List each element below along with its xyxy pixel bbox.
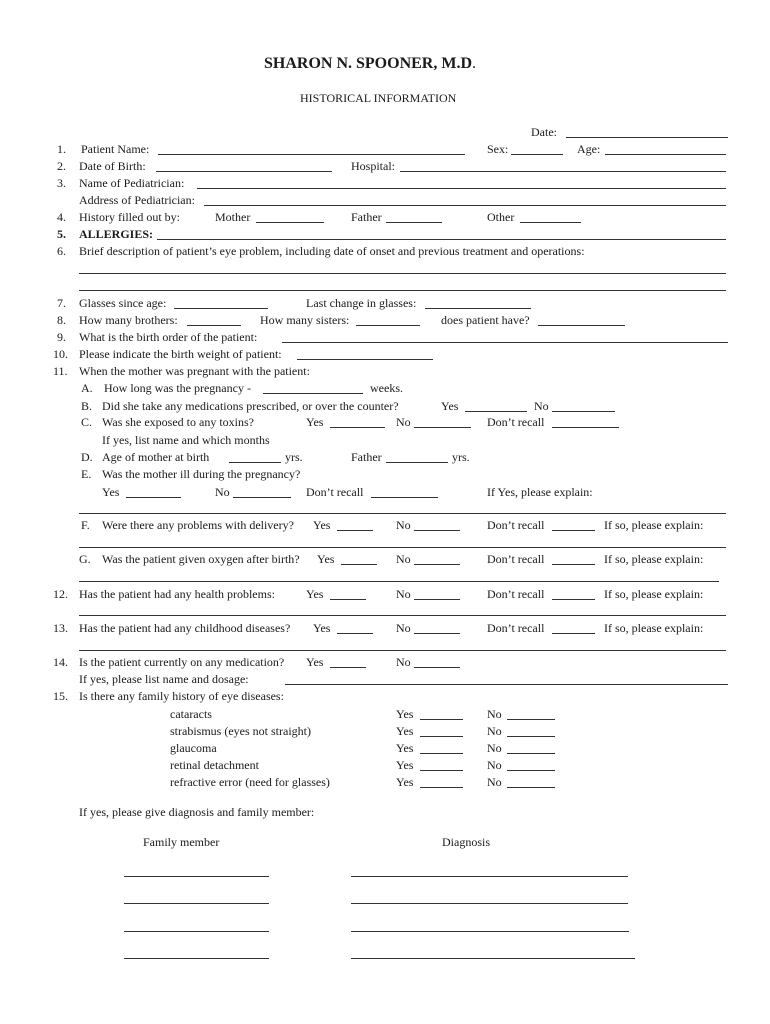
medications-label: Did she take any medications prescribed, or over the counter? [102, 399, 399, 413]
weeks-label: weeks. [370, 381, 403, 395]
last-change-label: Last change in glasses: [306, 296, 417, 310]
father-field[interactable] [386, 222, 442, 223]
sub-letter: E. [81, 467, 92, 481]
diagnosis-field[interactable] [351, 931, 629, 932]
allergies-field[interactable] [157, 239, 726, 240]
medication-now-label: Is the patient currently on any medication? [79, 655, 285, 669]
sub-letter: D. [81, 450, 93, 464]
item-number: 2. [57, 159, 66, 173]
diagnosis-header: Diagnosis [442, 835, 490, 849]
item-number: 13. [53, 621, 68, 635]
item-number: 9. [57, 330, 66, 344]
delivery-dont-recall-field[interactable] [552, 530, 595, 531]
date-label: Date: [531, 125, 557, 139]
age-father-field[interactable] [386, 462, 448, 463]
other-label: Other [487, 210, 515, 224]
no-label: No [487, 724, 502, 738]
patient-name-label: Patient Name: [81, 142, 150, 156]
yes-label: Yes [396, 707, 414, 721]
mother-ill-dont-recall-field[interactable] [371, 497, 438, 498]
ped-address-label: Address of Pediatrician: [79, 193, 195, 207]
sub-letter: C. [81, 415, 93, 429]
brief-description-line[interactable] [79, 290, 726, 291]
birth-order-field[interactable] [282, 342, 728, 343]
dosage-field[interactable] [285, 684, 728, 685]
how-long-label: How long was the pregnancy - [104, 381, 251, 395]
explain-line[interactable] [79, 615, 726, 616]
does-have-label: does patient have? [441, 313, 530, 327]
item-number: 3. [57, 176, 66, 190]
glasses-since-field[interactable] [174, 308, 268, 309]
no-label: No [396, 587, 411, 601]
dont-recall-label: Don’t recall [487, 415, 545, 429]
health-dont-recall-field[interactable] [552, 599, 595, 600]
family-member-field[interactable] [124, 903, 269, 904]
cataracts-yes-field[interactable] [420, 719, 463, 720]
item-number: 7. [57, 296, 66, 310]
health-problems-label: Has the patient had any health problems: [79, 587, 275, 601]
list-months-label: If yes, list name and which months [102, 433, 270, 447]
cataracts-no-field[interactable] [507, 719, 555, 720]
brief-description-line[interactable] [79, 273, 726, 274]
oxygen-no-field[interactable] [414, 564, 460, 565]
oxygen-dont-recall-field[interactable] [552, 564, 595, 565]
childhood-label: Has the patient had any childhood diseases? [79, 621, 291, 635]
mother-label: Mother [215, 210, 251, 224]
yes-label: Yes [313, 621, 331, 635]
medications-no-field[interactable] [552, 411, 615, 412]
no-label: No [487, 758, 502, 772]
if-so-label: If so, please explain: [604, 587, 704, 601]
diagnosis-field[interactable] [351, 903, 628, 904]
medications-yes-field[interactable] [465, 411, 527, 412]
diagnosis-field[interactable] [351, 876, 628, 877]
item-number: 8. [57, 313, 66, 327]
yes-label: Yes [396, 724, 414, 738]
diagnosis-field[interactable] [351, 958, 635, 959]
explain-line[interactable] [79, 547, 726, 548]
glasses-since-label: Glasses since age: [79, 296, 167, 310]
strabismus-yes-field[interactable] [420, 736, 463, 737]
when-pregnant-label: When the mother was pregnant with the patient: [79, 364, 310, 378]
pediatrician-field[interactable] [197, 188, 726, 189]
family-history-label: Is there any family history of eye diseases: [79, 689, 284, 703]
delivery-yes-field[interactable] [337, 530, 373, 531]
delivery-label: Were there any problems with delivery? [102, 518, 294, 532]
item-number: 6. [57, 244, 66, 258]
glaucoma-no-field[interactable] [507, 753, 555, 754]
brief-description-label: Brief description of patient’s eye problem, including date of onset and previous treatment and operations: [79, 244, 585, 258]
oxygen-yes-field[interactable] [341, 564, 377, 565]
no-label: No [487, 775, 502, 789]
health-yes-field[interactable] [330, 599, 366, 600]
yrs-label: yrs. [452, 450, 470, 464]
toxins-yes-field[interactable] [330, 427, 385, 428]
mother-ill-yes-field[interactable] [126, 497, 181, 498]
retinal-no-field[interactable] [507, 770, 555, 771]
dob-label: Date of Birth: [79, 159, 146, 173]
yes-label: Yes [396, 741, 414, 755]
birth-weight-label: Please indicate the birth weight of patient: [79, 347, 282, 361]
explain-line[interactable] [79, 513, 726, 514]
page-title: SHARON N. SPOONER, M.D. [264, 55, 477, 72]
age-mother-field[interactable] [229, 462, 281, 463]
yes-label: Yes [306, 415, 324, 429]
filled-by-label: History filled out by: [79, 210, 180, 224]
diagnosis-prompt: If yes, please give diagnosis and family member: [79, 805, 315, 819]
sex-field[interactable] [511, 154, 563, 155]
delivery-no-field[interactable] [414, 530, 460, 531]
no-label: No [396, 518, 411, 532]
sisters-field[interactable] [356, 325, 420, 326]
dont-recall-label: Don’t recall [306, 485, 364, 499]
brothers-label: How many brothers: [79, 313, 178, 327]
no-label: No [396, 415, 411, 429]
glaucoma-yes-field[interactable] [420, 753, 463, 754]
oxygen-label: Was the patient given oxygen after birth? [102, 552, 300, 566]
if-so-label: If so, please explain: [604, 621, 704, 635]
ped-address-field[interactable] [204, 205, 726, 206]
family-member-header: Family member [143, 835, 220, 849]
mother-ill-no-field[interactable] [233, 497, 291, 498]
no-label: No [534, 399, 549, 413]
sex-label: Sex: [487, 142, 509, 156]
dont-recall-label: Don’t recall [487, 621, 545, 635]
item-number: 4. [57, 210, 66, 224]
yes-label: Yes [306, 655, 324, 669]
does-have-field[interactable] [538, 325, 625, 326]
sub-letter: G. [79, 552, 91, 566]
yes-label: Yes [396, 775, 414, 789]
father-label: Father [351, 450, 382, 464]
hospital-label: Hospital: [351, 159, 395, 173]
birth-weight-field[interactable] [297, 359, 433, 360]
dont-recall-label: Don’t recall [487, 552, 545, 566]
age-label: Age: [577, 142, 601, 156]
strabismus-no-field[interactable] [507, 736, 555, 737]
disease-cataracts: cataracts [170, 707, 212, 721]
yes-label: Yes [317, 552, 335, 566]
yes-label: Yes [306, 587, 324, 601]
explain-line[interactable] [79, 581, 719, 582]
health-no-field[interactable] [414, 599, 460, 600]
toxins-dont-recall-field[interactable] [552, 427, 619, 428]
no-label: No [487, 707, 502, 721]
father-label: Father [351, 210, 382, 224]
dont-recall-label: Don’t recall [487, 518, 545, 532]
disease-strabismus: strabismus (eyes not straight) [170, 724, 311, 738]
family-member-field[interactable] [124, 876, 269, 877]
item-number: 14. [53, 655, 68, 669]
mother-ill-label: Was the mother ill during the pregnancy? [102, 467, 301, 481]
pediatrician-label: Name of Pediatrician: [79, 176, 185, 190]
family-member-field[interactable] [124, 958, 269, 959]
brothers-field[interactable] [187, 325, 241, 326]
toxins-no-field[interactable] [414, 427, 471, 428]
birth-order-label: What is the birth order of the patient: [79, 330, 258, 344]
family-member-field[interactable] [124, 931, 269, 932]
if-so-label: If so, please explain: [604, 518, 704, 532]
hospital-field[interactable] [400, 171, 726, 172]
no-label: No [215, 485, 230, 499]
childhood-yes-field[interactable] [337, 633, 373, 634]
disease-retinal-detachment: retinal detachment [170, 758, 259, 772]
sub-letter: A. [81, 381, 93, 395]
list-dosage-label: If yes, please list name and dosage: [79, 672, 249, 686]
page-subtitle: HISTORICAL INFORMATION [300, 91, 457, 105]
yes-label: Yes [396, 758, 414, 772]
no-label: No [487, 741, 502, 755]
refractive-no-field[interactable] [507, 787, 555, 788]
retinal-yes-field[interactable] [420, 770, 463, 771]
sisters-label: How many sisters: [260, 313, 350, 327]
if-yes-explain-label: If Yes, please explain: [487, 485, 593, 499]
disease-glaucoma: glaucoma [170, 741, 217, 755]
explain-line[interactable] [79, 650, 726, 651]
mother-field[interactable] [256, 222, 324, 223]
how-long-field[interactable] [263, 393, 363, 394]
yes-label: Yes [441, 399, 459, 413]
other-field[interactable] [520, 222, 581, 223]
item-number: 12. [53, 587, 68, 601]
toxins-label: Was she exposed to any toxins? [102, 415, 255, 429]
age-field[interactable] [605, 154, 726, 155]
no-label: No [396, 552, 411, 566]
no-label: No [396, 655, 411, 669]
if-so-label: If so, please explain: [604, 552, 704, 566]
item-number: 5. [57, 227, 66, 241]
childhood-no-field[interactable] [414, 633, 460, 634]
sub-letter: F. [81, 518, 90, 532]
date-field[interactable] [566, 137, 728, 138]
patient-name-field[interactable] [158, 154, 465, 155]
yes-label: Yes [102, 485, 120, 499]
disease-refractive-error: refractive error (need for glasses) [170, 775, 330, 789]
medication-yes-field[interactable] [330, 667, 366, 668]
dob-field[interactable] [156, 171, 332, 172]
dont-recall-label: Don’t recall [487, 587, 545, 601]
childhood-dont-recall-field[interactable] [552, 633, 595, 634]
medication-no-field[interactable] [414, 667, 460, 668]
no-label: No [396, 621, 411, 635]
yrs-label: yrs. [285, 450, 303, 464]
item-number: 15. [53, 689, 68, 703]
sub-letter: B. [81, 399, 93, 413]
allergies-label: ALLERGIES: [79, 227, 154, 241]
last-change-field[interactable] [425, 308, 531, 309]
age-mother-label: Age of mother at birth [102, 450, 210, 464]
item-number: 10. [53, 347, 68, 361]
refractive-yes-field[interactable] [420, 787, 463, 788]
item-number: 1. [57, 142, 66, 156]
item-number: 11. [53, 364, 68, 378]
yes-label: Yes [313, 518, 331, 532]
